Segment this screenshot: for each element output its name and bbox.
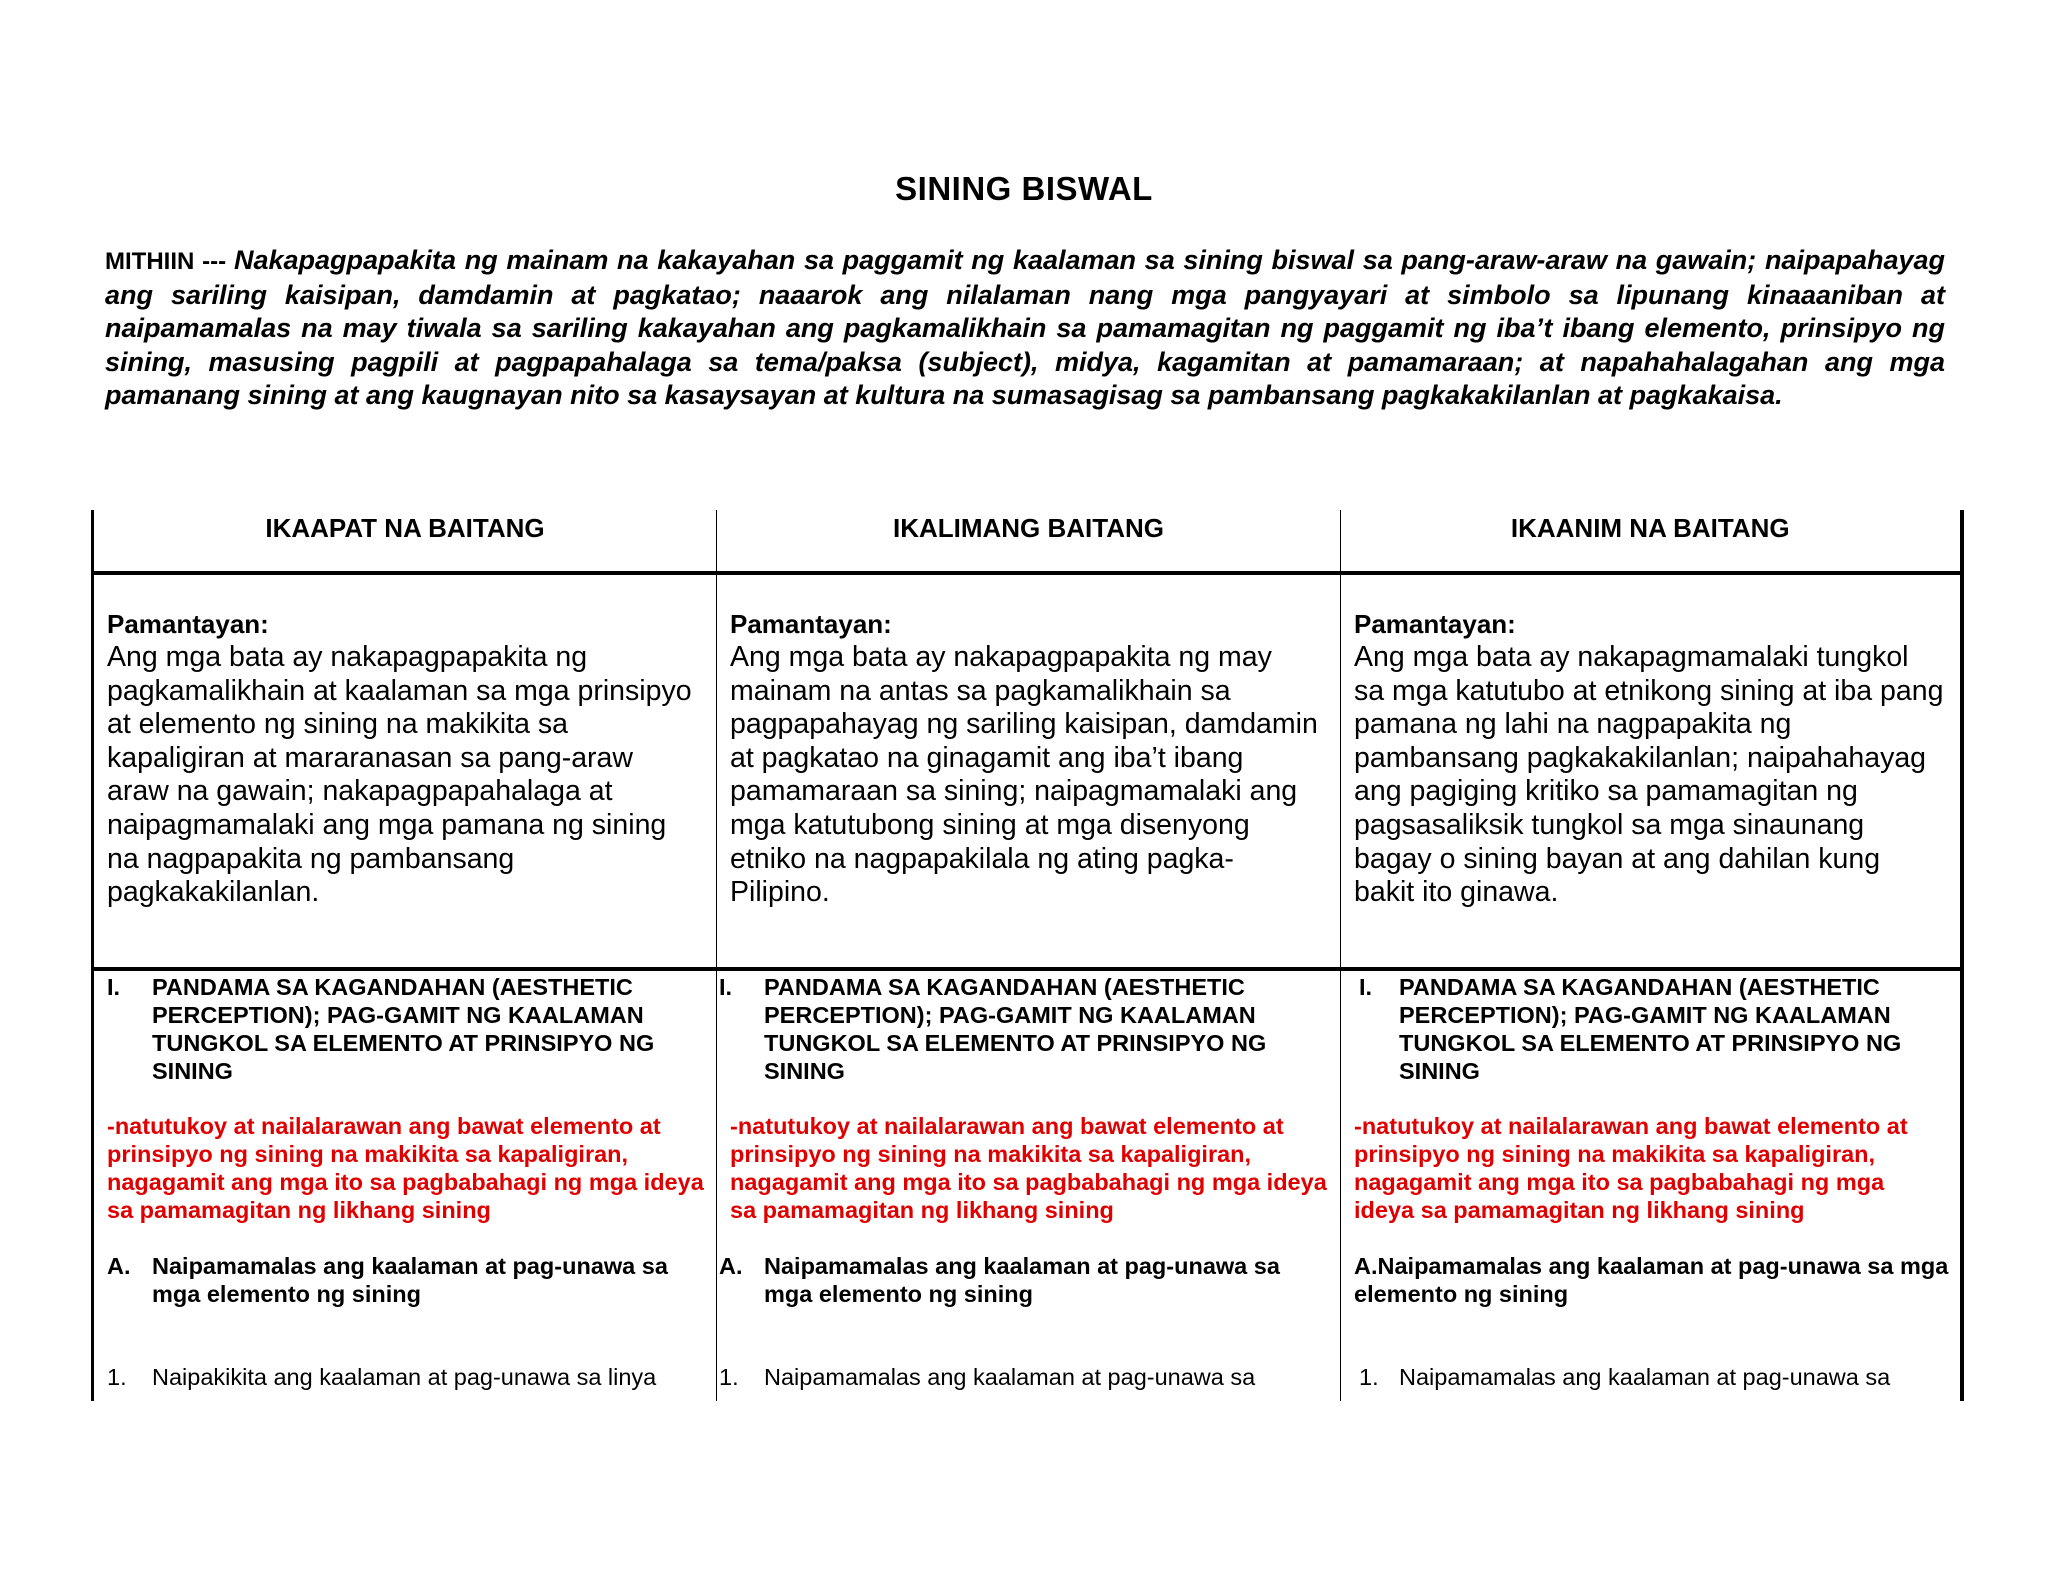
sub-number: A. <box>107 1253 131 1279</box>
pamantayan-text: Ang mga bata ay nakapagpapakita ng may mainam na antas sa pagkamalikhain sa pagpapahayag ng sariling kaisipan, damdamin at pagkatao na ginagamit ang iba’t ibang pamamaraan sa sining; naipagmamalaki ang mga katutubong sining at mga disenyong etniko na nagpapakilala ng ating pagka-Pilipino. <box>730 641 1318 909</box>
list-item <box>1354 1363 1950 1391</box>
mithiin-text: Nakapagpapakita ng mainam na kakayahan sa paggamit ng kaalaman sa sining biswal sa pang-araw-araw na gawain; naipapahayag ang sariling kaisipan, damdamin at pagkatao; naaarok ang nilalaman nang mga pangyayari at simbolo sa lipunang kinaaaniban at naipamamalas na may tiwala sa sariling kakayahan ang pagkamalikhain sa pamamagitan ng paggamit ng iba’t ibang elemento, prinsipyo ng sining, masusing pagpili at pagpapahalaga sa tema/paksa (subject), midya, kagamitan at pamamaraan; at napahahalagahan ang mga pamanang sining at ang kaugnayan nito sa kasaysayan at kultura na sumasagisag sa pambansang pagkakakilanlan at pagkakaisa. <box>105 245 1946 411</box>
sub-heading <box>719 1252 1330 1308</box>
item-text: Naipamamalas ang kaalaman at pag-unawa sa <box>764 1364 1256 1390</box>
section-number: I. <box>719 974 733 1000</box>
header-row <box>93 510 1962 573</box>
item-text: Naipamamalas ang kaalaman at pag-unawa sa <box>1399 1364 1891 1390</box>
sub-text: A.Naipamamalas ang kaalaman at pag-unawa sa mga elemento ng sining <box>1354 1253 1949 1307</box>
pamantayan-label: Pamantayan: <box>1354 609 1516 639</box>
header-grade6: IKAANIM NA BAITANG <box>1510 513 1790 543</box>
section-heading <box>1354 973 1950 1085</box>
content-cell-grade6 <box>1341 969 1962 1401</box>
content-cell-grade4 <box>93 969 717 1401</box>
red-objective-text: -natutukoy at nailalarawan ang bawat elemento at prinsipyo ng sining na makikita sa kapaligiran, nagagamit ang mga ito sa pagbabahagi ng mga ideya sa pamamagitan ng likhang sining <box>730 1113 1327 1223</box>
item-number: 1. <box>719 1364 739 1390</box>
section-title: PANDAMA SA KAGANDAHAN (AESTHETIC PERCEPTION); PAG-GAMIT NG KAALAMAN TUNGKOL SA ELEMENTO AT PRINSIPYO NG SINING <box>764 974 1267 1084</box>
item-number: 1. <box>1359 1364 1379 1390</box>
item-number: 1. <box>107 1364 127 1390</box>
pamantayan-text: Ang mga bata ay nakapagmamalaki tungkol sa mga katutubo at etnikong sining at iba pang pamana ng lahi na nagpapakita ng pambansang pagkakakilanlan; naipahahayag ang pagiging kritiko sa pamamagitan ng pagsasaliksik tungkol sa mga sinaunang bagay o sining bayan at ang dahilan kung bakit ito ginawa. <box>1354 641 1944 909</box>
section-title: PANDAMA SA KAGANDAHAN (AESTHETIC PERCEPTION); PAG-GAMIT NG KAALAMAN TUNGKOL SA ELEMENTO AT PRINSIPYO NG SINING <box>152 974 655 1084</box>
list-item <box>719 1363 1330 1391</box>
pamantayan-row <box>93 573 1962 969</box>
mithiin-paragraph <box>105 244 1945 413</box>
section-heading <box>719 973 1330 1085</box>
content-cell-grade5 <box>717 969 1341 1401</box>
section-title: PANDAMA SA KAGANDAHAN (AESTHETIC PERCEPTION); PAG-GAMIT NG KAALAMAN TUNGKOL SA ELEMENTO AT PRINSIPYO NG SINING <box>1399 974 1902 1084</box>
header-cell-grade5 <box>717 510 1341 573</box>
header-cell-grade6 <box>1341 510 1962 573</box>
sub-heading <box>107 1252 706 1308</box>
section-number: I. <box>107 974 121 1000</box>
sub-text: Naipamamalas ang kaalaman at pag-unawa sa mga elemento ng sining <box>764 1253 1280 1307</box>
sub-heading <box>1354 1252 1950 1308</box>
pamantayan-text: Ang mga bata ay nakapagpapakita ng pagkamalikhain at kaalaman sa mga prinsipyo at elemento ng sining na makikita sa kapaligiran at mararanasan sa pang-araw araw na gawain; nakapagpapahalaga at naipagmamalaki ang mga pamana ng sining na nagpapakita ng pambansang pagkakakilanlan. <box>107 641 692 909</box>
mithiin-label: MITHIIN --- <box>105 248 234 275</box>
red-objective-text: -natutukoy at nailalarawan ang bawat elemento at prinsipyo ng sining na makikita sa kapaligiran, nagagamit ang mga ito sa pagbabahagi ng mga ideya sa pamamagitan ng likhang sining <box>107 1113 704 1223</box>
header-cell-grade4 <box>93 510 717 573</box>
list-item <box>107 1363 706 1391</box>
item-text: Naipakikita ang kaalaman at pag-unawa sa linya <box>152 1364 657 1390</box>
red-objective-text: -natutukoy at nailalarawan ang bawat elemento at prinsipyo ng sining na makikita sa kapaligiran, nagagamit ang mga ito sa pagbabahagi ng mga ideya sa pamamagitan ng likhang sining <box>1354 1113 1908 1223</box>
pamantayan-cell-grade5 <box>717 573 1341 969</box>
sub-number: A. <box>719 1253 743 1279</box>
curriculum-table <box>91 510 1964 1401</box>
header-grade5: IKALIMANG BAITANG <box>892 513 1165 543</box>
pamantayan-label: Pamantayan: <box>730 609 892 639</box>
section-heading <box>107 973 706 1085</box>
sub-text: Naipamamalas ang kaalaman at pag-unawa sa mga elemento ng sining <box>152 1253 668 1307</box>
page-title: SINING BISWAL <box>895 170 1153 207</box>
pamantayan-cell-grade4 <box>93 573 717 969</box>
pamantayan-label: Pamantayan: <box>107 609 269 639</box>
content-row <box>93 969 1962 1401</box>
pamantayan-cell-grade6 <box>1341 573 1962 969</box>
section-number: I. <box>1359 974 1373 1000</box>
header-grade4: IKAAPAT NA BAITANG <box>265 513 545 543</box>
